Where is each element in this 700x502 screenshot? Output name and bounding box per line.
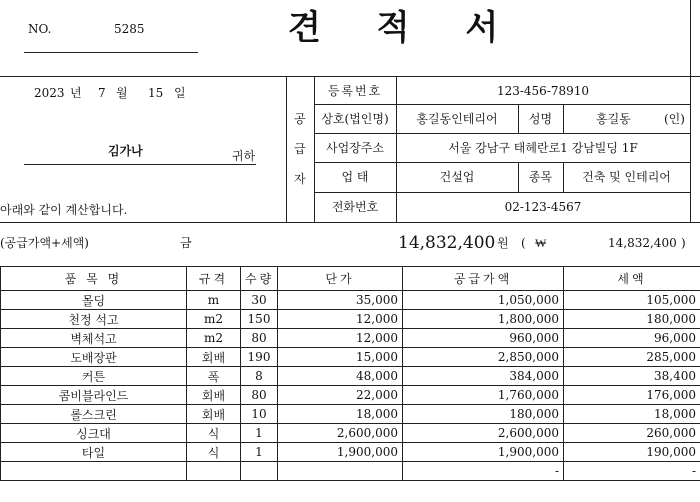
cell-spec: m (187, 291, 241, 310)
total-amount-2: 14,832,400 (608, 236, 677, 250)
cell-spec: 식 (187, 443, 241, 462)
table-row (1, 443, 700, 462)
total-geum: 금 (180, 236, 192, 250)
cell-supply-amount: 1,760,000 (403, 386, 564, 405)
document-title: 견 적 서 (288, 8, 521, 48)
supplier-side-label-2: 급 (294, 142, 306, 156)
supplier-border-left (286, 76, 287, 222)
phone-label: 전화번호 (331, 200, 379, 214)
total-paren-open: ( (521, 236, 526, 250)
cell-unit-price: 22,000 (278, 386, 403, 405)
cell-qty: 80 (241, 329, 278, 348)
cell-item-name: 싱크대 (1, 424, 187, 443)
recipient-name: 김가나 (108, 144, 143, 158)
cell-unit-price: 12,000 (278, 310, 403, 329)
supplier-border-name (563, 104, 564, 133)
item-label: 종목 (528, 170, 553, 184)
cell-spec: 회배 (187, 405, 241, 424)
cell-qty: 1 (241, 424, 278, 443)
cell-spec: m2 (187, 310, 241, 329)
name-value: 홍길동 (596, 112, 631, 126)
cell-item-name: 콤비블라인드 (1, 386, 187, 405)
recipient-suffix: 귀하 (232, 149, 256, 163)
cell-qty: 30 (241, 291, 278, 310)
header-divider (0, 76, 700, 77)
cell-item-name (1, 462, 187, 481)
no-label: NO. (28, 22, 52, 36)
cell-supply-amount: 2,600,000 (403, 424, 564, 443)
cell-spec: 식 (187, 424, 241, 443)
date-month-unit: 월 (116, 86, 128, 100)
item-value: 건축 및 인테리어 (582, 170, 671, 184)
cell-tax: 180,000 (564, 310, 700, 329)
table-row (1, 329, 700, 348)
right-border (690, 0, 691, 76)
header-item-name: 품 목 명 (1, 267, 187, 291)
cell-qty: 80 (241, 386, 278, 405)
cell-tax: 18,000 (564, 405, 700, 424)
table-row (1, 405, 700, 424)
cell-supply-amount: 2,850,000 (403, 348, 564, 367)
date-year-unit: 년 (70, 86, 82, 100)
cell-item-name: 롤스크린 (1, 405, 187, 424)
no-underline (24, 52, 198, 53)
cell-qty: 8 (241, 367, 278, 386)
table-row (1, 367, 700, 386)
total-row-top-line (0, 222, 700, 223)
cell-tax: 260,000 (564, 424, 700, 443)
supplier-row-line-2 (314, 133, 690, 134)
cell-unit-price: 1,900,000 (278, 443, 403, 462)
cell-item-name: 도배장판 (1, 348, 187, 367)
cell-unit-price: 2,600,000 (278, 424, 403, 443)
items-table-body (1, 267, 700, 481)
cell-supply-amount: - (403, 462, 564, 481)
header-qty: 수량 (241, 267, 278, 291)
cell-tax: 96,000 (564, 329, 700, 348)
phone-value: 02-123-4567 (504, 200, 582, 214)
cell-item-name: 벽체석고 (1, 329, 187, 348)
table-row (1, 291, 700, 310)
date-day-unit: 일 (174, 86, 186, 100)
cell-tax: 176,000 (564, 386, 700, 405)
table-header-row (1, 267, 700, 291)
cell-unit-price: 35,000 (278, 291, 403, 310)
business-value: 건설업 (439, 170, 475, 184)
cell-unit-price (278, 462, 403, 481)
table-row (1, 310, 700, 329)
header-unit-price: 단가 (278, 267, 403, 291)
table-row (1, 348, 700, 367)
cell-tax: 285,000 (564, 348, 700, 367)
supplier-side-label-1: 공 (294, 112, 306, 126)
seal-mark: (인) (664, 112, 685, 126)
note-text: 아래와 같이 계산합니다. (0, 203, 128, 217)
cell-supply-amount: 1,900,000 (403, 443, 564, 462)
cell-unit-price: 15,000 (278, 348, 403, 367)
cell-item-name: 천정 석고 (1, 310, 187, 329)
cell-qty: 190 (241, 348, 278, 367)
table-row (1, 386, 700, 405)
no-value: 5285 (114, 22, 145, 36)
address-value: 서울 강남구 태헤란로1 강남빌딩 1F (448, 141, 638, 155)
cell-spec (187, 462, 241, 481)
total-won: 원 (497, 236, 509, 250)
cell-supply-amount: 1,800,000 (403, 310, 564, 329)
address-label: 사업장주소 (326, 141, 384, 155)
cell-qty (241, 462, 278, 481)
cell-qty: 10 (241, 405, 278, 424)
cell-qty: 1 (241, 443, 278, 462)
supplier-row-line-3 (314, 162, 690, 163)
recipient-underline (24, 164, 256, 165)
cell-tax: 105,000 (564, 291, 700, 310)
cell-spec: m2 (187, 329, 241, 348)
cell-unit-price: 48,000 (278, 367, 403, 386)
date-year: 2023 (34, 86, 65, 100)
table-row (1, 462, 700, 481)
cell-tax: 190,000 (564, 443, 700, 462)
cell-spec: 폭 (187, 367, 241, 386)
cell-supply-amount: 384,000 (403, 367, 564, 386)
header-spec: 규격 (187, 267, 241, 291)
cell-spec: 회배 (187, 386, 241, 405)
reg-label: 등록번호 (327, 84, 383, 98)
supplier-border-right (690, 76, 691, 222)
date-month: 7 (98, 86, 106, 100)
cell-item-name: 몰딩 (1, 291, 187, 310)
cell-supply-amount: 180,000 (403, 405, 564, 424)
reg-value: 123-456-78910 (496, 84, 590, 98)
cell-supply-amount: 960,000 (403, 329, 564, 348)
cell-spec: 회배 (187, 348, 241, 367)
cell-tax: - (564, 462, 700, 481)
business-label: 업 태 (341, 170, 369, 184)
header-tax: 세액 (564, 267, 700, 291)
cell-unit-price: 18,000 (278, 405, 403, 424)
total-currency: ₩ (535, 236, 547, 250)
cell-tax: 38,400 (564, 367, 700, 386)
company-value: 홍길동인테리어 (416, 112, 498, 126)
cell-qty: 150 (241, 310, 278, 329)
supplier-side-label-3: 자 (294, 172, 306, 186)
supplier-row-line-1 (314, 104, 690, 105)
cell-item-name: 커튼 (1, 367, 187, 386)
header-supply-amount: 공급가액 (403, 267, 564, 291)
cell-item-name: 타일 (1, 443, 187, 462)
items-table (0, 266, 700, 481)
cell-supply-amount: 1,050,000 (403, 291, 564, 310)
total-label: (공급가액+세액) (0, 236, 89, 250)
table-row (1, 424, 700, 443)
cell-unit-price: 12,000 (278, 329, 403, 348)
total-amount: 14,832,400 (398, 233, 496, 253)
date-day: 15 (148, 86, 164, 100)
supplier-row-line-4 (314, 192, 690, 193)
name-label: 성명 (528, 112, 553, 126)
company-label: 상호(법인명) (321, 112, 389, 126)
total-paren-close: ) (681, 236, 686, 250)
